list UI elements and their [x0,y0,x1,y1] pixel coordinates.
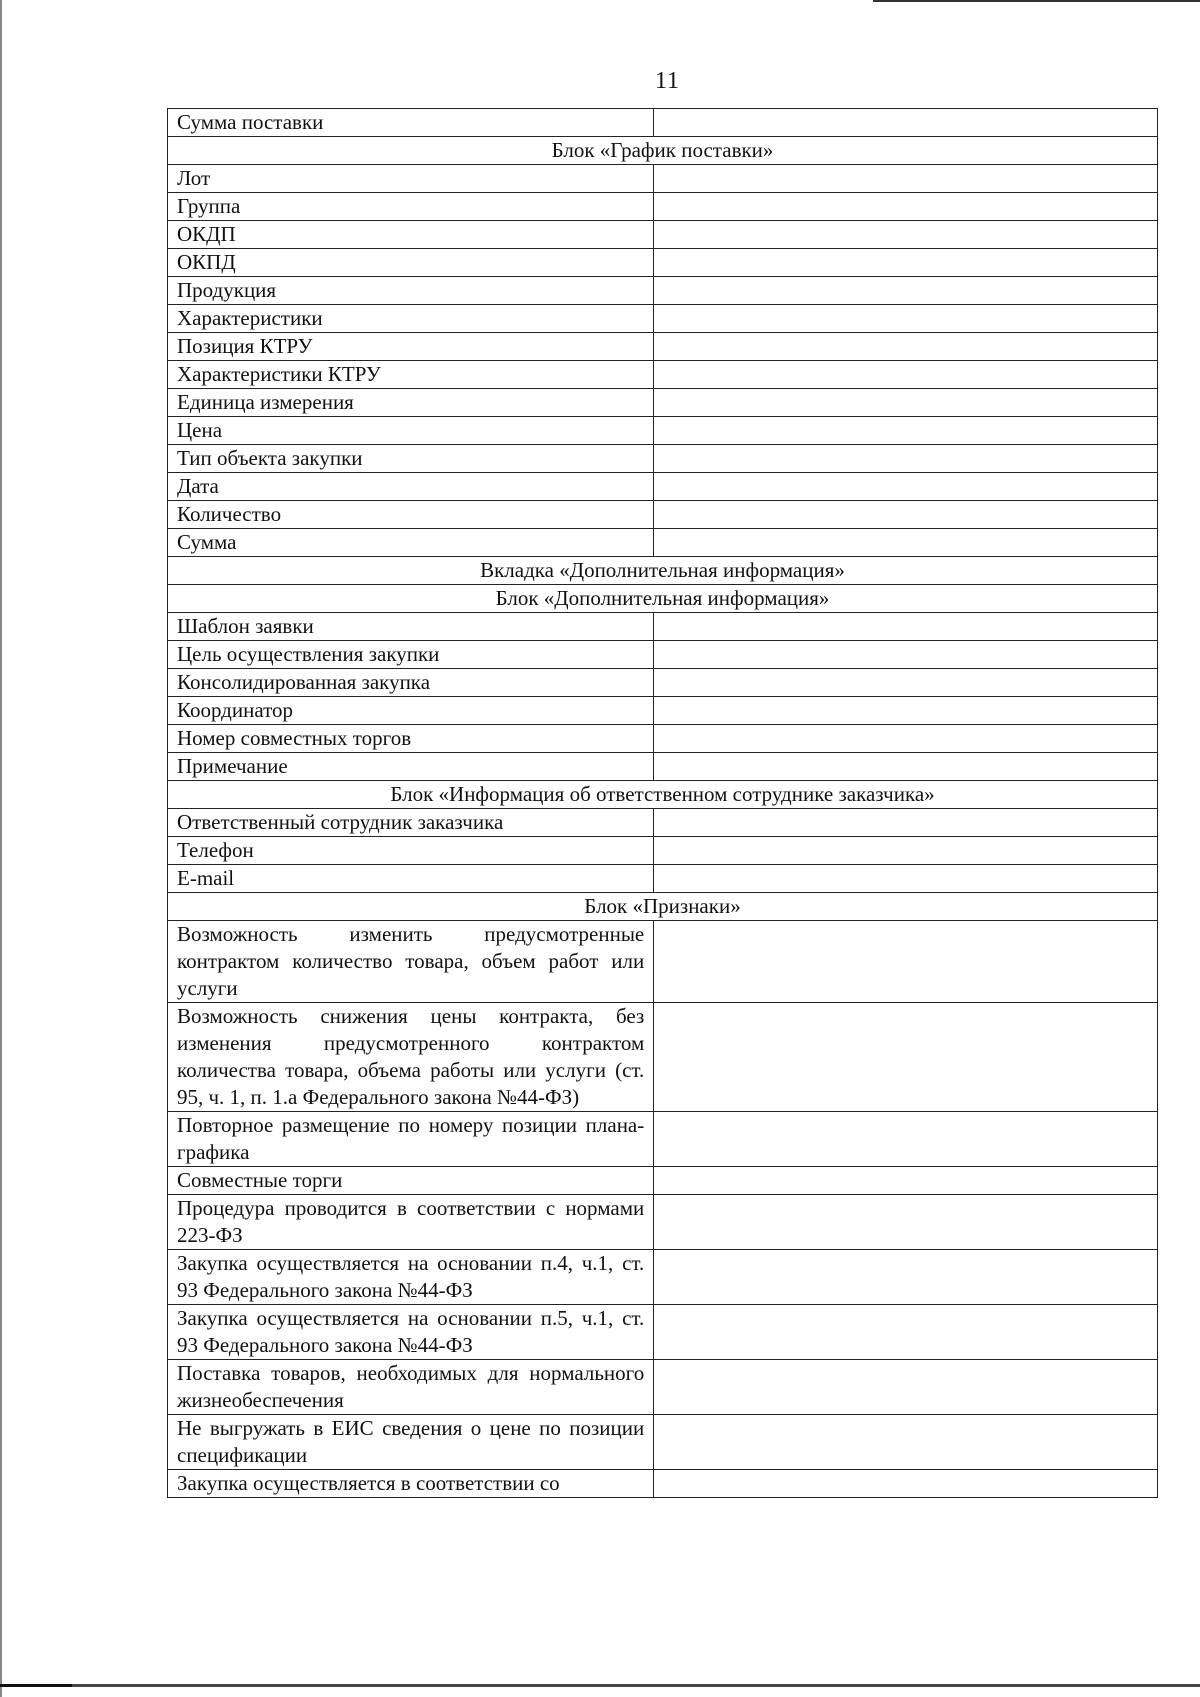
field-value-cell [654,1360,1158,1415]
field-value-cell [654,1305,1158,1360]
field-row [168,641,1158,669]
page-number: 11 [654,68,681,94]
field-row [168,837,1158,865]
field-row [168,1167,1158,1195]
field-value-cell [654,501,1158,529]
field-value-cell [654,809,1158,837]
field-value-cell [654,1470,1158,1498]
field-value-cell [654,165,1158,193]
section-header-row [168,781,1158,809]
field-value-cell [654,361,1158,389]
field-label: Повторное размещение по номеру позиции плана-графика [168,1112,654,1167]
field-row [168,389,1158,417]
field-row [168,109,1158,137]
field-label: Процедура проводится в соответствии с нормами 223-ФЗ [168,1195,654,1250]
field-label: Не выгружать в ЕИС сведения о цене по позиции спецификации [168,1415,654,1470]
field-label: Шаблон заявки [168,613,654,641]
section-title: Вкладка «Дополнительная информация» [168,557,1158,585]
field-value-cell [654,1195,1158,1250]
field-label: Номер совместных торгов [168,725,654,753]
field-row [168,445,1158,473]
field-label: Цена [168,417,654,445]
field-label: Консолидированная закупка [168,669,654,697]
field-row [168,165,1158,193]
field-label: Возможность снижения цены контракта, без изменения предусмотренного контрактом количества товара, объема работы или услуги (ст. 95, ч. 1, п. 1.а Федерального закона №44-ФЗ) [168,1003,654,1112]
field-label: Позиция КТРУ [168,333,654,361]
field-row [168,361,1158,389]
field-label: Тип объекта закупки [168,445,654,473]
field-label: Совместные торги [168,1167,654,1195]
section-title: Блок «Признаки» [168,893,1158,921]
field-value-cell [654,613,1158,641]
section-header-row [168,893,1158,921]
field-row [168,249,1158,277]
field-label: Ответственный сотрудник заказчика [168,809,654,837]
field-label: Дата [168,473,654,501]
field-value-cell [654,753,1158,781]
scan-edge-top [873,0,1200,2]
field-label: Лот [168,165,654,193]
field-row [168,1112,1158,1167]
field-value-cell [654,305,1158,333]
table-body [168,109,1158,1498]
section-header-row [168,137,1158,165]
field-label: Цель осуществления закупки [168,641,654,669]
field-row [168,753,1158,781]
field-row [168,613,1158,641]
field-value-cell [654,641,1158,669]
field-label: E-mail [168,865,654,893]
field-row [168,1360,1158,1415]
field-row [168,865,1158,893]
scan-edge-left [0,0,2,1697]
section-header-row [168,585,1158,613]
field-label: Телефон [168,837,654,865]
field-row [168,725,1158,753]
field-label: ОКДП [168,221,654,249]
section-title: Блок «Информация об ответственном сотруднике заказчика» [168,781,1158,809]
field-value-cell [654,921,1158,1003]
field-row [168,1470,1158,1498]
field-label: Группа [168,193,654,221]
field-row [168,221,1158,249]
field-value-cell [654,697,1158,725]
field-value-cell [654,221,1158,249]
field-row [168,333,1158,361]
field-value-cell [654,445,1158,473]
field-value-cell [654,109,1158,137]
field-row [168,417,1158,445]
section-title: Блок «График поставки» [168,137,1158,165]
field-value-cell [654,669,1158,697]
field-row [168,1003,1158,1112]
field-label: Единица измерения [168,389,654,417]
field-row [168,501,1158,529]
field-value-cell [654,1167,1158,1195]
field-value-cell [654,389,1158,417]
field-row [168,669,1158,697]
field-label: Характеристики [168,305,654,333]
field-value-cell [654,473,1158,501]
field-row [168,305,1158,333]
field-row [168,1195,1158,1250]
field-row [168,921,1158,1003]
field-value-cell [654,725,1158,753]
field-value-cell [654,417,1158,445]
field-label: Примечание [168,753,654,781]
field-label: Сумма [168,529,654,557]
field-label: Характеристики КТРУ [168,361,654,389]
field-value-cell [654,277,1158,305]
scan-edge-bottom [0,1684,1200,1687]
field-label: Закупка осуществляется на основании п.4, ч.1, ст. 93 Федерального закона №44-ФЗ [168,1250,654,1305]
field-label: Закупка осуществляется на основании п.5, ч.1, ст. 93 Федерального закона №44-ФЗ [168,1305,654,1360]
field-row [168,193,1158,221]
field-row [168,809,1158,837]
section-title: Блок «Дополнительная информация» [168,585,1158,613]
field-value-cell [654,837,1158,865]
field-label: Поставка товаров, необходимых для нормального жизнеобеспечения [168,1360,654,1415]
field-value-cell [654,1250,1158,1305]
field-label: Сумма поставки [168,109,654,137]
field-label: Закупка осуществляется в соответствии со [168,1470,654,1498]
field-row [168,1305,1158,1360]
field-value-cell [654,333,1158,361]
field-label: Продукция [168,277,654,305]
field-label: Количество [168,501,654,529]
field-value-cell [654,529,1158,557]
field-label: Координатор [168,697,654,725]
field-value-cell [654,193,1158,221]
field-value-cell [654,1003,1158,1112]
field-row [168,1250,1158,1305]
field-row [168,1415,1158,1470]
field-row [168,473,1158,501]
field-value-cell [654,1415,1158,1470]
field-label: ОКПД [168,249,654,277]
field-value-cell [654,865,1158,893]
section-header-row [168,557,1158,585]
field-row [168,529,1158,557]
field-label: Возможность изменить предусмотренные контрактом количество товара, объем работ или услуги [168,921,654,1003]
field-row [168,697,1158,725]
form-fields-table [167,108,1158,1498]
field-row [168,277,1158,305]
field-value-cell [654,249,1158,277]
field-value-cell [654,1112,1158,1167]
